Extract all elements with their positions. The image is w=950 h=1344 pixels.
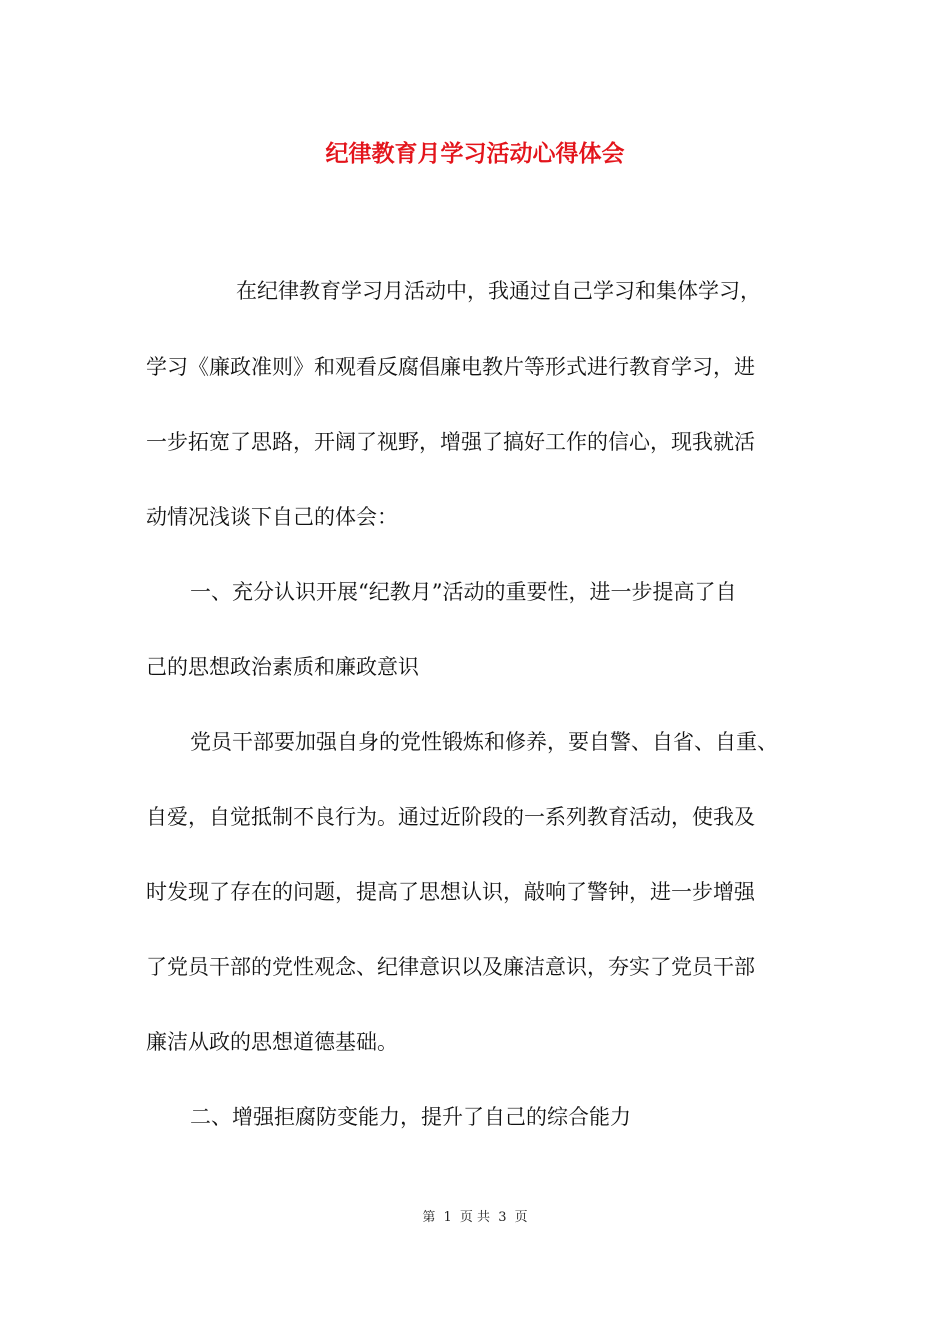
section-heading-1-line-1: 一、充分认识开展“纪教月”活动的重要性，进一步提高了自 bbox=[190, 580, 737, 604]
page-footer bbox=[0, 1208, 950, 1228]
section-heading-1-line-2: 己的思想政治素质和廉政意识 bbox=[146, 655, 419, 679]
body-line-5: 党员干部要加强自身的党性锻炼和修养，要自警、自省、自重、 bbox=[190, 730, 778, 754]
footer-prefix: 第 bbox=[422, 1210, 436, 1225]
body-line-7: 时发现了存在的问题，提高了思想认识，敲响了警钟，进一步增强 bbox=[146, 880, 755, 904]
footer-total-pages: 3 bbox=[498, 1210, 507, 1225]
document-title: 纪律教育月学习活动心得体会 bbox=[325, 140, 625, 167]
footer-page-number: 1 bbox=[443, 1210, 452, 1225]
body-line-9: 廉洁从政的思想道德基础。 bbox=[146, 1030, 398, 1054]
footer-suffix: 页 bbox=[514, 1210, 528, 1225]
body-line-3: 一步拓宽了思路，开阔了视野，增强了搞好工作的信心，现我就活 bbox=[146, 430, 755, 454]
body-line-2: 学习《廉政准则》和观看反腐倡廉电教片等形式进行教育学习，进 bbox=[146, 355, 755, 379]
section-heading-2: 二、增强拒腐防变能力，提升了自己的综合能力 bbox=[190, 1105, 631, 1129]
body-line-8: 了党员干部的党性观念、纪律意识以及廉洁意识，夯实了党员干部 bbox=[146, 955, 755, 979]
footer-middle: 页 共 bbox=[459, 1210, 491, 1225]
body-line-1: 在纪律教育学习月活动中，我通过自己学习和集体学习， bbox=[236, 279, 761, 303]
body-line-4: 动情况浅谈下自己的体会： bbox=[146, 505, 398, 529]
body-line-6: 自爱，自觉抵制不良行为。通过近阶段的一系列教育活动，使我及 bbox=[146, 805, 755, 829]
